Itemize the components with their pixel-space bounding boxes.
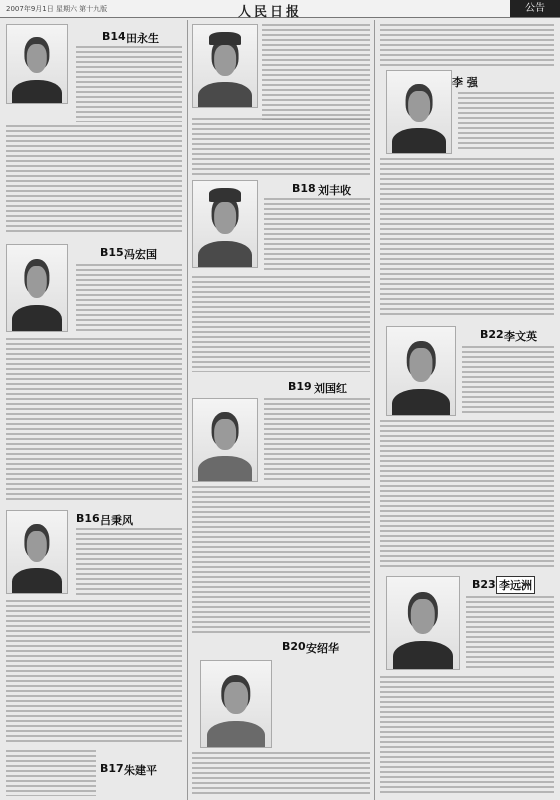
column-divider	[187, 20, 188, 800]
person-name: 刘丰收	[318, 184, 351, 197]
person-name: 吕秉风	[100, 514, 133, 527]
person-name: 刘国红	[314, 382, 347, 395]
portrait-photo	[6, 510, 68, 594]
person-code: B19	[288, 380, 312, 393]
person-code: B23	[472, 578, 496, 591]
person-name: 田永生	[126, 32, 159, 45]
notice-text	[380, 158, 554, 318]
person-code: B22	[480, 328, 504, 341]
section-tab: 公告	[510, 0, 560, 17]
notice-text	[462, 346, 554, 416]
newspaper-title: 人民日报	[238, 5, 303, 20]
notice-text	[264, 198, 370, 272]
person-name: 安绍华	[306, 642, 339, 655]
person-code: B20	[282, 640, 306, 653]
notice-text	[192, 276, 370, 372]
column-divider	[374, 20, 375, 800]
person-code: B14	[102, 30, 126, 43]
notice-text	[380, 420, 554, 570]
notice-text	[264, 398, 370, 482]
notice-text	[6, 750, 96, 796]
notice-text	[6, 125, 182, 235]
portrait-photo	[192, 24, 258, 108]
person-name: 李远洲	[496, 576, 535, 594]
masthead	[0, 0, 560, 18]
portrait-photo	[200, 660, 272, 748]
notice-text	[192, 118, 370, 178]
person-name: 朱建平	[124, 764, 157, 777]
notice-text	[380, 24, 554, 68]
portrait-photo	[386, 70, 452, 154]
portrait-photo	[386, 326, 456, 416]
person-code: B17	[100, 762, 124, 775]
notice-text	[76, 528, 182, 598]
portrait-photo	[6, 244, 68, 332]
person-code: B15	[100, 246, 124, 259]
person-code: B18	[292, 182, 316, 195]
portrait-photo	[192, 180, 258, 268]
notice-text	[192, 752, 370, 796]
notice-text	[466, 596, 554, 670]
notice-text	[192, 486, 370, 634]
portrait-photo	[386, 576, 460, 670]
notice-text	[76, 264, 182, 334]
person-code: B16	[76, 512, 100, 525]
notice-text	[458, 92, 554, 152]
notice-text	[6, 338, 182, 503]
issue-date: 2007年9月1日 星期六 第十九版	[6, 5, 108, 13]
person-name: 李文英	[504, 330, 537, 343]
notice-text	[380, 676, 554, 796]
notice-text	[6, 600, 182, 745]
notice-text	[76, 46, 182, 122]
person-name: 李 强	[452, 76, 478, 89]
person-name: 冯宏国	[124, 248, 157, 261]
portrait-photo	[6, 24, 68, 104]
portrait-photo	[192, 398, 258, 482]
notice-text	[262, 24, 370, 120]
